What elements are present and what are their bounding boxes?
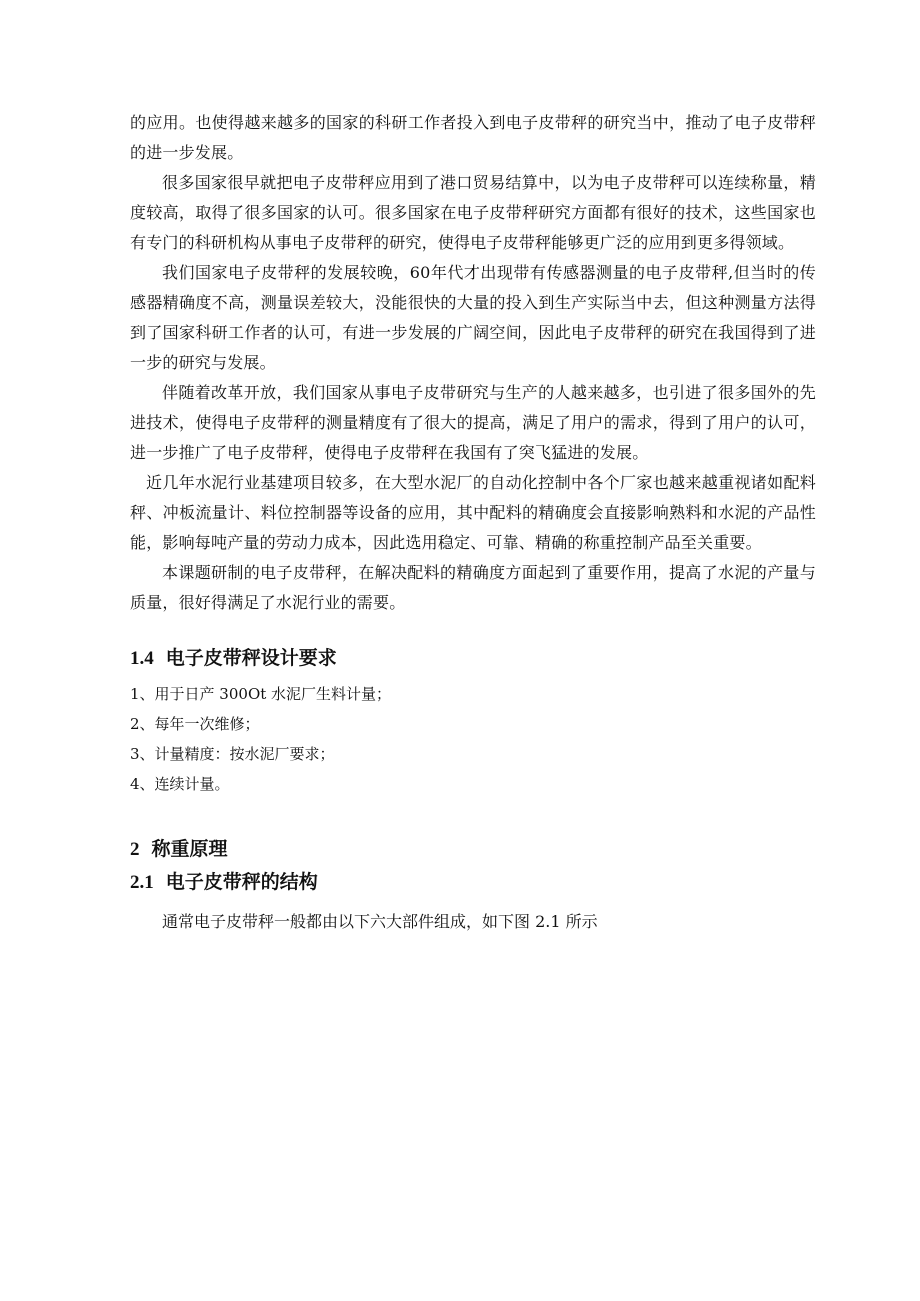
section-title: 电子皮带秤设计要求 [165,647,337,669]
section-heading-1-4 [130,644,816,673]
section-number: 2.1 [130,872,154,893]
chapter-heading-2 [130,835,816,864]
paragraph-reform: 伴随着改革开放，我们国家从事电子皮带研究与生产的人越来越多，也引进了很多国外的先进技术，使得电子皮带秤的测量精度有了很大的提高，满足了用户的需求，得到了用户的认可，进一步推广了电子皮带秤，使得电子皮带秤在我国有了突飞猛进的发展。 [130,383,816,462]
list-item: 4、连续计量。 [130,775,230,793]
section-number: 1.4 [130,648,154,669]
paragraph-project-purpose: 本课题研制的电子皮带秤，在解决配料的精确度方面起到了重要作用，提高了水泥的产量与质量，很好得满足了水泥行业的需要。 [130,563,816,612]
list-item: 3、计量精度：按水泥厂要求； [130,745,335,763]
paragraph-structure-intro: 通常电子皮带秤一般都由以下六大部件组成，如下图 2.1 所示 [162,912,598,931]
section-title: 电子皮带秤的结构 [165,871,318,893]
paragraph-domestic-history: 我们国家电子皮带秤的发展较晚，60年代才出现带有传感器测量的电子皮带秤,但当时的传感器精确度不高，测量误差较大，没能很快的大量的投入到生产实际当中去，但这种测量方法得到了国家科研工作者的认可，有进一步发展的广阔空间，因此电子皮带秤的研究在我国得到了进一步的研究与发展。 [130,263,816,372]
paragraph-cement-industry: 近几年水泥行业基建项目较多，在大型水泥厂的自动化控制中各个厂家也越来越重视诸如配料秤、冲板流量计、料位控制器等设备的应用，其中配料的精确度会直接影响熟料和水泥的产品性能，影响每吨产量的劳动力成本，因此选用稳定、可靠、精确的称重控制产品至关重要。 [130,473,816,552]
document-page [130,108,816,937]
chapter-title: 称重原理 [151,838,228,860]
paragraph-continuation: 的应用。也使得越来越多的国家的科研工作者投入到电子皮带秤的研究当中，推动了电子皮带秤的进一步发展。 [130,113,816,162]
list-item: 2、每年一次维修； [130,715,260,733]
requirements-list [130,679,816,799]
section-heading-2-1 [130,868,816,897]
paragraph-port-trade: 很多国家很早就把电子皮带秤应用到了港口贸易结算中，以为电子皮带秤可以连续称量，精度较高，取得了很多国家的认可。很多国家在电子皮带秤研究方面都有很好的技术，这些国家也有专门的科研机构从事电子皮带秤的研究，使得电子皮带秤能够更广泛的应用到更多得领域。 [130,173,816,252]
chapter-number: 2 [130,839,140,860]
list-item: 1、用于日产 300Ot 水泥厂生料计量； [130,685,392,703]
